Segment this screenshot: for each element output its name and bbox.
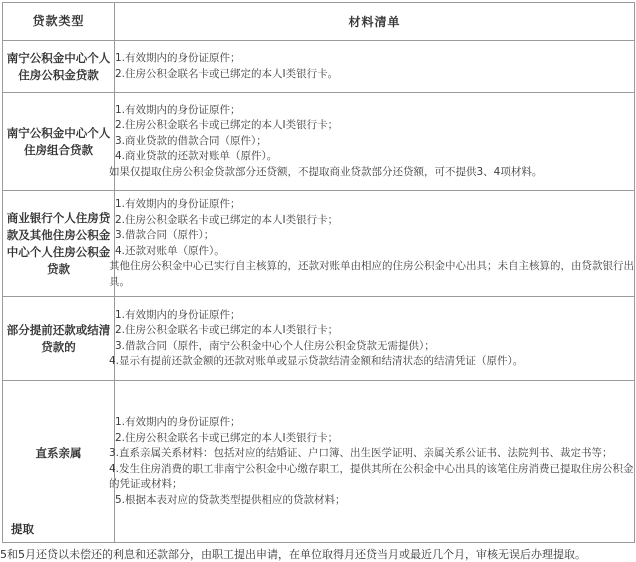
table-header-row [3,3,635,41]
material-item: 3.商业贷款的借款合同（原件）； [115,134,267,147]
materials-cell [109,381,635,543]
table-row [3,381,635,543]
header-loan-type: 贷款类型 [3,3,115,41]
table-row [3,93,635,191]
material-item: 1.有效期内的身份证原件； [115,416,241,428]
material-item: 3.直系亲属关系材料：包括对应的结婚证、户口簿、出生医学证明、亲属关系公证书、法院判书、裁定书等； [109,447,613,459]
material-note: 如果仅提取住房公积金贷款部分还贷额，不提取商业贷款部分还贷额，可不提供3、4项材料。 [109,165,543,178]
header-materials: 材料清单 [115,3,635,41]
material-item: 3.借款合同（原件，南宁公积金中心个人住房公积金贷款无需提供）； [115,339,435,352]
material-item: 2.住房公积金联名卡或已绑定的本人I类银行卡。 [115,67,339,80]
material-item: 1.有效期内的身份证原件； [115,103,241,116]
material-note: 4.显示有提前还款金额的还款对账单或显示贷款结清金额和结清状态的结清凭证（原件）。 [109,355,524,367]
material-item: 2.住房公积金联名卡或已绑定的本人I类银行卡； [115,324,339,336]
material-item: 4.还款对账单（原件）。 [115,244,225,257]
material-item: 1.有效期内的身份证原件； [115,198,241,210]
material-item: 2.住房公积金联名卡或已绑定的本人I类银行卡； [115,431,339,444]
materials-cell [109,297,635,381]
loan-type-cell: 商业银行个人住房贷款及其他住房公积金中心个人住房公积金贷款 [3,191,115,297]
material-item: 5.根据本表对应的贷款类型提供相应的贷款材料； [115,493,346,506]
table-row [3,297,635,381]
material-item: 4.发生住房消费的职工非南宁公积金中心缴存职工，提供其所在公积金中心出具的该笔住房消费已提取住房公积金的凭证或材料； [109,462,634,490]
footer-text: 5和5月还贷以未偿还的利息和还款部分，由职工提出申请，在单位取得月还贷当月或最近几个月，审核无误后办理提取。 [0,548,586,561]
relatives-suffix: 提取 [11,522,34,536]
materials-cell [109,191,635,297]
material-note: 其他住房公积金中心已实行自主核算的，还款对账单由相应的住房公积金中心出具；未自主核算的，由贷款银行出具。 [109,260,634,288]
material-item: 1.有效期内的身份证原件； [115,308,241,321]
material-item: 1.有效期内的身份证原件； [115,52,241,64]
table-row [3,191,635,297]
material-item: 3.借款合同（原件）； [115,229,215,241]
material-item: 2.住房公积金联名卡或已绑定的本人I类银行卡； [115,119,339,132]
relatives-label: 直系亲属 [35,446,82,460]
materials-table [2,2,635,543]
materials-cell [115,41,635,93]
table-row [3,41,635,93]
loan-type-cell: 部分提前还款或结清贷款的 [3,297,115,381]
loan-type-cell: 南宁公积金中心个人住房公积金贷款 [3,41,115,93]
loan-type-cell: 南宁公积金中心个人住房组合贷款 [3,93,115,191]
material-item: 2.住房公积金联名卡或已绑定的本人I类银行卡； [115,213,339,226]
material-item: 4.商业贷款的还款对账单（原件）。 [115,150,278,163]
materials-cell [109,93,635,191]
loan-type-cell [3,381,115,543]
